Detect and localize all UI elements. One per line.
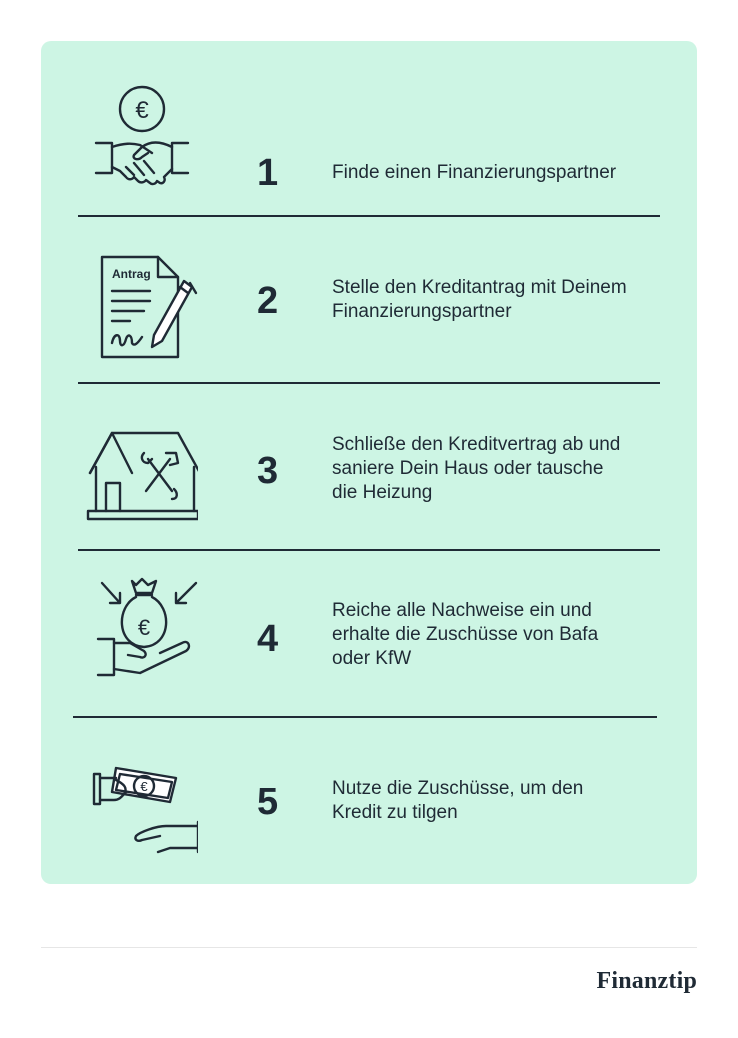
- step-5: [41, 744, 697, 874]
- divider: [78, 549, 660, 551]
- divider: [78, 382, 660, 384]
- money-transfer-icon: [86, 748, 198, 860]
- step-text: Reiche alle Nachweise ein und erhalte die Zuschüsse von Bafa oder KfW: [332, 600, 599, 669]
- step-text: Schließe den Kreditvertrag ab und saniere Dein Haus oder tausche die Heizung: [332, 434, 621, 503]
- steps-card: [41, 41, 697, 884]
- divider: [73, 716, 657, 718]
- step-number: 2: [257, 280, 279, 322]
- step-text: Stelle den Kreditantrag mit Deinem Finanzierungspartner: [332, 277, 627, 322]
- finanztip-logo[interactable]: Finanztip: [596, 968, 697, 994]
- step-number: 5: [257, 781, 279, 823]
- step-number: 4: [257, 618, 279, 660]
- euro-glyph: €: [140, 779, 148, 794]
- step-4: [41, 577, 697, 707]
- footer-divider: [41, 947, 697, 948]
- doc-label: Antrag: [112, 267, 151, 281]
- euro-glyph: €: [135, 97, 149, 124]
- step-text: Nutze die Zuschüsse, um den Kredit zu tilgen: [332, 778, 584, 823]
- handshake-euro-icon: [86, 81, 198, 193]
- euro-glyph: €: [137, 615, 151, 640]
- step-1: [41, 81, 697, 201]
- step-3: [41, 411, 697, 541]
- hand-money-bag-icon: [86, 577, 198, 689]
- step-text: Finde einen Finanzierungspartner: [332, 162, 617, 183]
- house-tools-icon: [86, 413, 198, 525]
- step-2: [41, 241, 697, 371]
- step-number: 3: [257, 450, 279, 492]
- contract-pen-icon: [86, 247, 198, 359]
- step-number: 1: [257, 152, 279, 194]
- divider: [78, 215, 660, 217]
